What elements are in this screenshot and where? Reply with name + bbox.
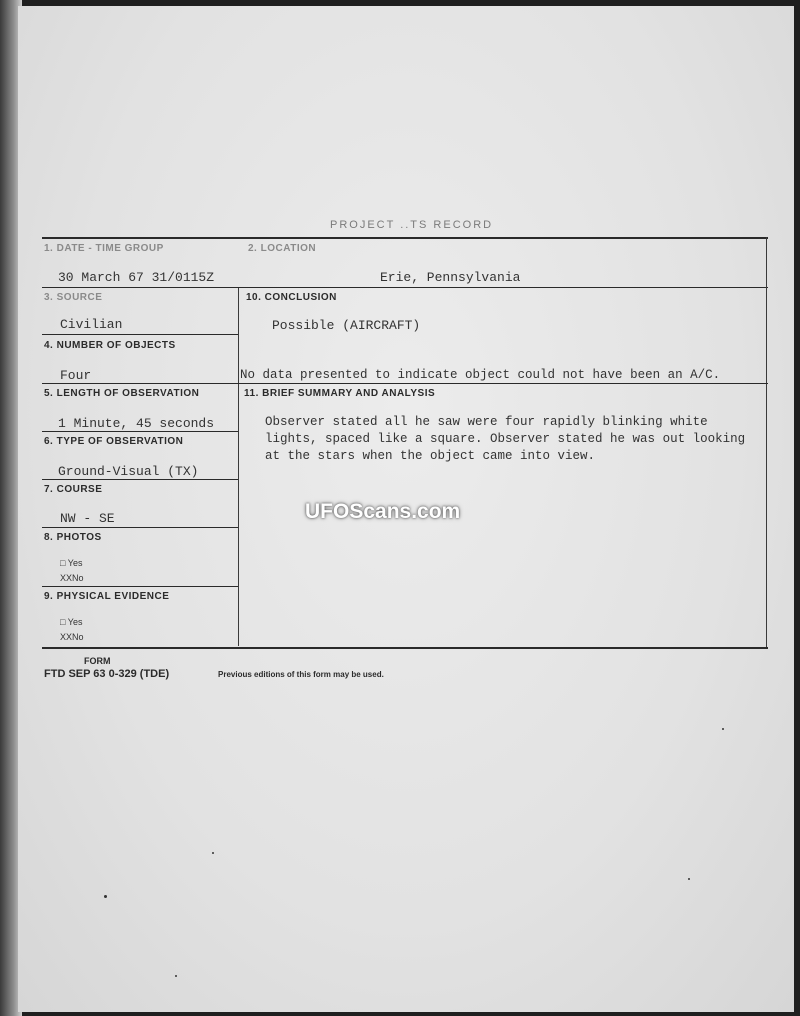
conclusion-note: No data presented to indicate object could not have been an A/C. bbox=[240, 368, 721, 382]
scan-speck bbox=[722, 728, 724, 730]
top-rule bbox=[42, 237, 768, 239]
rule-6 bbox=[42, 479, 238, 480]
location-label: 2. LOCATION bbox=[248, 243, 317, 254]
date-time-value: 30 March 67 31/0115Z bbox=[58, 270, 215, 285]
summary-label: 11. BRIEF SUMMARY AND ANALYSIS bbox=[244, 388, 436, 399]
footer-form-code: FTD SEP 63 0-329 (TDE) bbox=[44, 668, 170, 680]
right-border bbox=[766, 237, 767, 647]
photos-yes-checkbox: □ Yes bbox=[60, 558, 83, 568]
bottom-rule bbox=[42, 647, 768, 649]
course-value: NW - SE bbox=[60, 511, 115, 526]
rule-7 bbox=[42, 527, 238, 528]
evidence-yes-checkbox: □ Yes bbox=[60, 617, 83, 627]
column-divider bbox=[238, 288, 239, 646]
site-watermark: UFOScans.com bbox=[305, 500, 461, 523]
footer-form-label: FORM bbox=[84, 656, 111, 666]
footer-note: Previous editions of this form may be used. bbox=[218, 670, 384, 679]
scan-speck bbox=[175, 975, 177, 977]
scan-speck bbox=[104, 895, 107, 898]
scan-speck bbox=[212, 852, 214, 854]
conclusion-label: 10. CONCLUSION bbox=[246, 292, 337, 303]
photos-no-checkbox: XXNo bbox=[60, 573, 84, 583]
type-value: Ground-Visual (TX) bbox=[58, 464, 199, 479]
source-label: 3. SOURCE bbox=[44, 292, 103, 303]
photos-label: 8. PHOTOS bbox=[44, 532, 102, 543]
evidence-label: 9. PHYSICAL EVIDENCE bbox=[44, 591, 170, 602]
rule-4 bbox=[42, 383, 768, 384]
rule-3 bbox=[42, 334, 238, 335]
summary-text: Observer stated all he saw were four rapidly blinking white lights, spaced like a square. Observer stated he was out looking at the stars when the object came into view. bbox=[265, 415, 746, 463]
form-title: PROJECT ..TS RECORD bbox=[330, 219, 494, 231]
scan-speck bbox=[688, 878, 690, 880]
rule-8 bbox=[42, 586, 238, 587]
rule-5 bbox=[42, 431, 238, 432]
location-value: Erie, Pennsylvania bbox=[380, 270, 521, 285]
course-label: 7. COURSE bbox=[44, 484, 103, 495]
num-objects-label: 4. NUMBER OF OBJECTS bbox=[44, 340, 176, 351]
conclusion-value: Possible (AIRCRAFT) bbox=[272, 318, 421, 333]
length-label: 5. LENGTH OF OBSERVATION bbox=[44, 388, 200, 399]
num-objects-value: Four bbox=[60, 368, 92, 383]
evidence-no-checkbox: XXNo bbox=[60, 632, 84, 642]
date-time-label: 1. DATE - TIME GROUP bbox=[44, 243, 164, 254]
type-label: 6. TYPE OF OBSERVATION bbox=[44, 436, 184, 447]
length-value: 1 Minute, 45 seconds bbox=[58, 416, 215, 431]
source-value: Civilian bbox=[60, 317, 123, 332]
rule-2 bbox=[42, 287, 768, 288]
